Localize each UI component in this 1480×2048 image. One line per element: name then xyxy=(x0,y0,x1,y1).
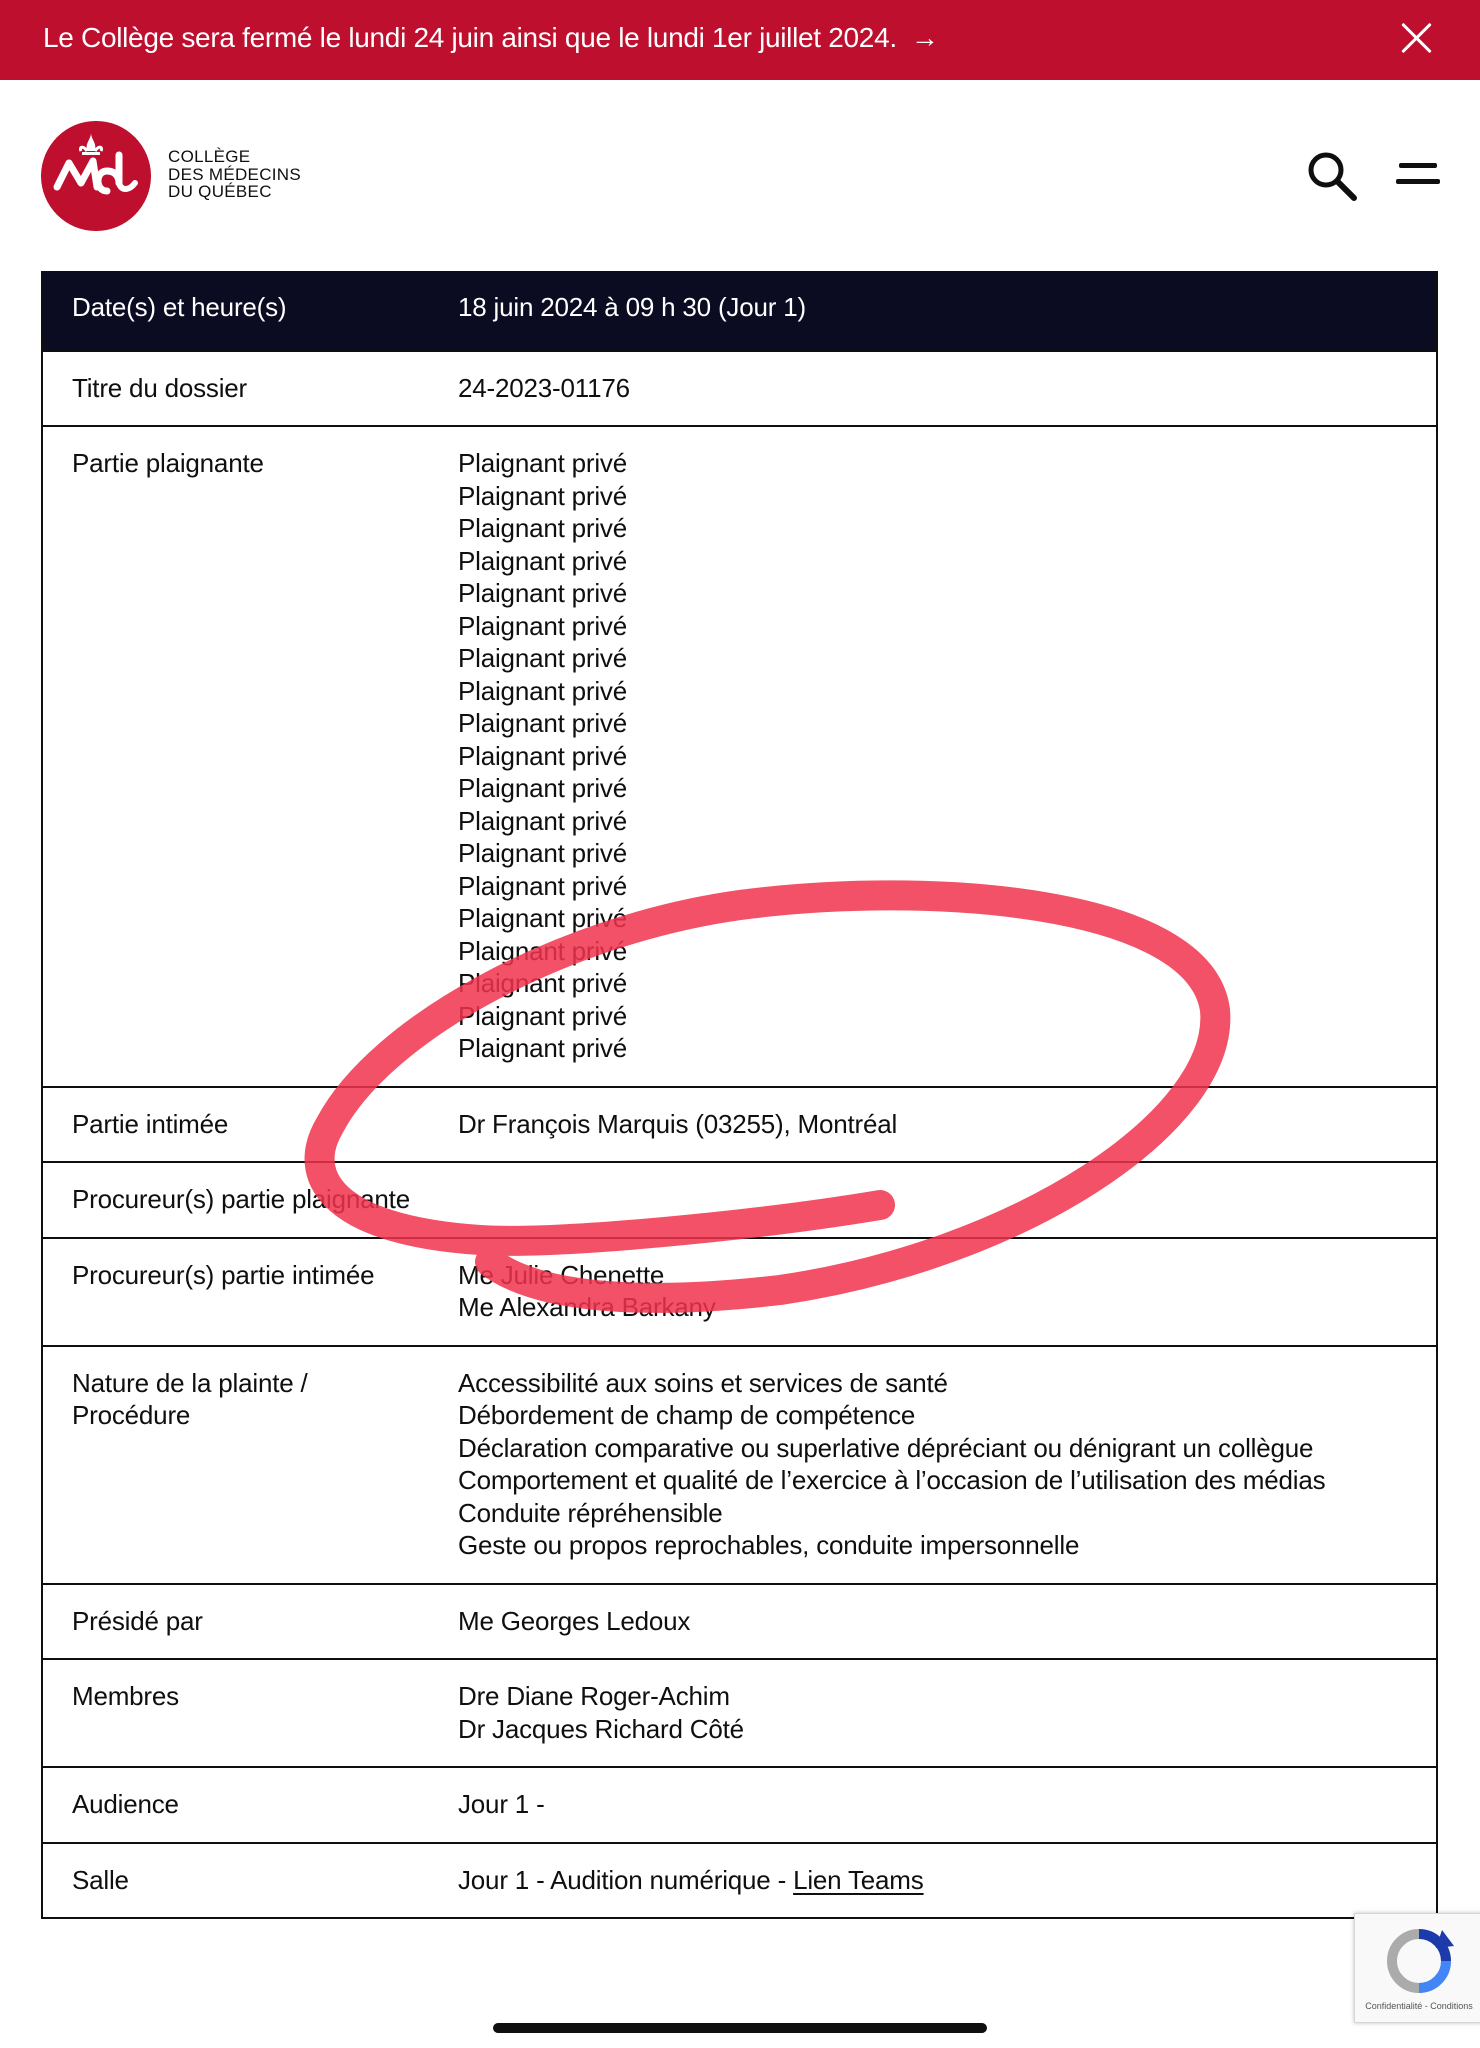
table-row-preside xyxy=(43,1583,1436,1659)
table-row-audience xyxy=(43,1766,1436,1842)
list-item: Plaignant privé xyxy=(458,1033,627,1063)
list-item: Dr Jacques Richard Côté xyxy=(458,1713,744,1744)
row-label: Partie plaignante xyxy=(72,448,264,478)
row-value: Dr François Marquis (03255), Montréal xyxy=(458,1108,898,1139)
row-label-line: Procédure xyxy=(72,1400,191,1430)
list-item: Plaignant privé xyxy=(458,968,627,998)
close-icon[interactable] xyxy=(1399,20,1435,56)
list-item: Plaignant privé xyxy=(458,805,627,836)
list-item: Plaignant privé xyxy=(458,740,627,771)
row-value: 24-2023-01176 xyxy=(458,372,630,403)
list-item: Plaignant privé xyxy=(458,610,627,641)
list-item: Débordement de champ de compétence xyxy=(458,1400,916,1430)
logo-line: DU QUÉBEC xyxy=(168,182,272,201)
banner-message[interactable]: Le Collège sera fermé le lundi 24 juin ainsi que le lundi 1er juillet 2024. xyxy=(43,22,897,53)
logo-wordmark[interactable] xyxy=(168,148,301,201)
row-label: Partie intimée xyxy=(72,1108,229,1139)
list-item: Plaignant privé xyxy=(458,903,627,933)
list-item: Geste ou propos reprochables, conduite impersonnelle xyxy=(458,1530,1080,1560)
table-row-intimee xyxy=(43,1086,1436,1162)
row-label xyxy=(43,1347,458,1583)
list-item: Me Julie Chenette xyxy=(458,1259,665,1290)
list-item: Comportement et qualité de l’exercice à l’occasion de l’utilisation des médias xyxy=(458,1465,1326,1495)
list-item: Plaignant privé xyxy=(458,935,627,966)
row-value xyxy=(458,1163,1436,1237)
list-item: Plaignant privé xyxy=(458,513,627,543)
row-value-list xyxy=(458,1660,1436,1766)
row-value-list xyxy=(458,1347,1436,1583)
list-item: Plaignant privé xyxy=(458,773,627,803)
table-row-procureur-intimee xyxy=(43,1237,1436,1345)
logo-line: COLLÈGE xyxy=(168,147,251,166)
table-row-date xyxy=(43,271,1436,350)
table-row-procureur-plaignante xyxy=(43,1161,1436,1237)
row-label: Procureur(s) partie intimée xyxy=(72,1259,375,1290)
recaptcha-icon xyxy=(1382,1926,1456,1996)
recaptcha-links[interactable]: Confidentialité - Conditions xyxy=(1365,2001,1473,2011)
list-item: Plaignant privé xyxy=(458,448,627,478)
logo-line: DES MÉDECINS xyxy=(168,164,302,184)
row-label: Date(s) et heure(s) xyxy=(72,292,287,322)
row-label-line: Nature de la plainte / xyxy=(72,1367,308,1398)
hearing-details-table xyxy=(41,271,1438,1919)
row-value: Jour 1 - xyxy=(458,1789,545,1819)
arrow-right-icon[interactable]: → xyxy=(910,22,939,53)
table-row-plaignante xyxy=(43,425,1436,1086)
list-item: Plaignant privé xyxy=(458,838,627,868)
table-row-nature xyxy=(43,1345,1436,1583)
table-row-salle xyxy=(43,1842,1436,1918)
logo-icon[interactable] xyxy=(41,121,151,231)
table-row-dossier xyxy=(43,350,1436,426)
list-item: Plaignant privé xyxy=(458,578,627,608)
row-value-list xyxy=(458,1239,1436,1345)
menu-icon[interactable] xyxy=(1396,161,1440,187)
row-value xyxy=(458,1844,1436,1918)
row-label: Salle xyxy=(72,1864,129,1895)
announcement-banner xyxy=(0,0,1480,80)
list-item: Me Alexandra Barkany xyxy=(458,1292,716,1322)
list-item: Dre Diane Roger-Achim xyxy=(458,1681,730,1711)
list-item: Plaignant privé xyxy=(458,1000,627,1031)
salle-text: Jour 1 - Audition numérique - xyxy=(458,1864,794,1895)
row-label: Titre du dossier xyxy=(72,372,248,403)
list-item: Plaignant privé xyxy=(458,870,627,901)
list-item: Plaignant privé xyxy=(458,480,627,511)
list-item: Conduite répréhensible xyxy=(458,1497,723,1528)
row-label: Procureur(s) partie plaignante xyxy=(72,1184,410,1214)
search-icon[interactable] xyxy=(1306,150,1358,202)
list-item: Plaignant privé xyxy=(458,643,627,673)
row-value: Me Georges Ledoux xyxy=(458,1605,691,1636)
home-indicator xyxy=(493,2023,987,2033)
list-item: Plaignant privé xyxy=(458,675,627,706)
banner-link[interactable] xyxy=(43,20,939,56)
list-item: Accessibilité aux soins et services de santé xyxy=(458,1367,948,1398)
list-item: Plaignant privé xyxy=(458,545,627,576)
row-value-list xyxy=(458,427,1436,1086)
row-label: Membres xyxy=(72,1681,179,1711)
row-label: Audience xyxy=(72,1789,179,1819)
list-item: Plaignant privé xyxy=(458,708,627,738)
teams-link[interactable]: Lien Teams xyxy=(793,1864,924,1895)
recaptcha-badge[interactable] xyxy=(1354,1913,1480,2023)
table-row-membres xyxy=(43,1658,1436,1766)
row-label: Présidé par xyxy=(72,1605,203,1636)
row-value: 18 juin 2024 à 09 h 30 (Jour 1) xyxy=(458,292,806,322)
list-item: Déclaration comparative ou superlative dépréciant ou dénigrant un collègue xyxy=(458,1432,1314,1463)
